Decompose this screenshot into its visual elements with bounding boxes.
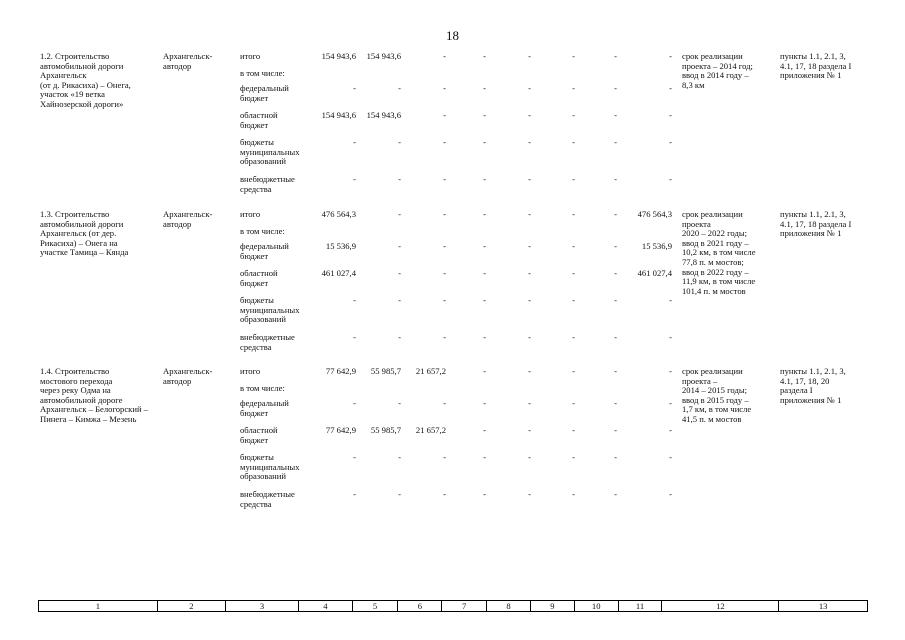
table-cell: - xyxy=(398,209,401,219)
table-cell: - xyxy=(398,83,401,93)
table-cell: 154 943,6 xyxy=(366,51,401,61)
table-cell: - xyxy=(483,295,486,305)
table-cell: - xyxy=(398,489,401,499)
table-cell: 21 657,2 xyxy=(415,366,446,376)
column-number: 1 xyxy=(39,601,158,611)
table-cell: - xyxy=(528,209,531,219)
executor: Архангельск- автодор xyxy=(163,51,213,71)
table-cell: - xyxy=(528,425,531,435)
table-cell: - xyxy=(398,295,401,305)
links-text: пункты 1.1, 2.1, 3, 4.1, 17, 18, 20 раздела I приложения № 1 xyxy=(780,366,846,405)
table-cell: - xyxy=(528,489,531,499)
table-cell: 15 536,9 xyxy=(325,241,356,251)
table-cell: - xyxy=(528,332,531,342)
table-cell: - xyxy=(614,295,617,305)
row-label: в том числе: xyxy=(240,226,285,236)
table-cell: - xyxy=(528,366,531,376)
table-cell: - xyxy=(669,174,672,184)
table-cell: - xyxy=(528,241,531,251)
links-text: пункты 1.1, 2.1, 3, 4.1, 17, 18 раздела I приложения № 1 xyxy=(780,51,852,81)
column-number: 7 xyxy=(442,601,487,611)
table-cell: - xyxy=(572,489,575,499)
column-number: 11 xyxy=(619,601,663,611)
table-cell: - xyxy=(443,398,446,408)
table-cell: - xyxy=(614,137,617,147)
table-cell: - xyxy=(572,174,575,184)
table-cell: - xyxy=(614,83,617,93)
column-number: 9 xyxy=(531,601,575,611)
table-cell: - xyxy=(528,452,531,462)
table-cell: - xyxy=(528,174,531,184)
table-cell: - xyxy=(443,268,446,278)
column-number: 8 xyxy=(487,601,531,611)
row-label: итого xyxy=(240,51,261,61)
table-cell: - xyxy=(483,110,486,120)
table-cell: - xyxy=(572,452,575,462)
table-cell: - xyxy=(669,489,672,499)
row-label: в том числе: xyxy=(240,383,285,393)
table-cell: - xyxy=(572,137,575,147)
row-label: федеральный бюджет xyxy=(240,241,289,261)
table-cell: - xyxy=(614,241,617,251)
column-number: 4 xyxy=(299,601,353,611)
table-cell: - xyxy=(353,295,356,305)
table-cell: 476 564,3 xyxy=(321,209,356,219)
table-cell: - xyxy=(398,332,401,342)
table-cell: - xyxy=(483,137,486,147)
table-cell: - xyxy=(572,398,575,408)
table-cell: - xyxy=(483,174,486,184)
table-cell: 77 642,9 xyxy=(325,366,356,376)
table-cell: - xyxy=(572,332,575,342)
table-cell: - xyxy=(572,110,575,120)
table-cell: - xyxy=(614,425,617,435)
page-number: 18 xyxy=(446,28,459,43)
table-cell: - xyxy=(398,174,401,184)
column-numbers-row xyxy=(38,600,868,612)
table-cell: - xyxy=(483,83,486,93)
table-cell: 154 943,6 xyxy=(366,110,401,120)
table-cell: - xyxy=(528,295,531,305)
result-text: срок реализации проекта – 2014 год; ввод в 2014 году – 8,3 км xyxy=(682,51,753,90)
table-cell: 461 027,4 xyxy=(637,268,672,278)
table-cell: - xyxy=(443,295,446,305)
table-cell: - xyxy=(572,241,575,251)
table-cell: - xyxy=(572,268,575,278)
table-cell: - xyxy=(572,366,575,376)
table-cell: - xyxy=(353,174,356,184)
table-cell: - xyxy=(669,366,672,376)
table-cell: - xyxy=(483,452,486,462)
table-cell: - xyxy=(398,268,401,278)
table-cell: - xyxy=(443,110,446,120)
table-cell: - xyxy=(669,452,672,462)
table-cell: - xyxy=(443,209,446,219)
table-cell: - xyxy=(572,209,575,219)
table-cell: - xyxy=(353,83,356,93)
table-cell: - xyxy=(614,398,617,408)
table-cell: - xyxy=(614,452,617,462)
row-label: федеральный бюджет xyxy=(240,83,289,103)
table-cell: - xyxy=(483,268,486,278)
column-number: 13 xyxy=(818,601,828,611)
table-cell: - xyxy=(398,241,401,251)
section-title: 1.3. Строительство автомобильной дороги Архангельск (от дер. Рикасиха) – Онега на участке Тамица – Кянда xyxy=(40,209,129,258)
table-cell: - xyxy=(614,268,617,278)
table-cell: - xyxy=(528,268,531,278)
row-label: итого xyxy=(240,366,261,376)
row-label: в том числе: xyxy=(240,68,285,78)
table-cell: - xyxy=(528,137,531,147)
result-text: срок реализации проекта – 2014 – 2015 годы; ввод в 2015 году – 1,7 км, в том числе 41,5 п. м мостов xyxy=(682,366,752,424)
table-cell: - xyxy=(614,174,617,184)
table-cell: - xyxy=(614,209,617,219)
row-label: бюджеты муниципальных образований xyxy=(240,295,300,325)
table-cell: - xyxy=(614,489,617,499)
column-number: 12 xyxy=(662,601,779,611)
row-label: бюджеты муниципальных образований xyxy=(240,452,300,482)
row-label: внебюджетные средства xyxy=(240,332,295,352)
table-cell: - xyxy=(483,489,486,499)
table-cell: - xyxy=(669,51,672,61)
table-cell: - xyxy=(614,332,617,342)
table-cell: 476 564,3 xyxy=(637,209,672,219)
table-cell: - xyxy=(483,209,486,219)
executor: Архангельск- автодор xyxy=(163,366,213,386)
table-cell: - xyxy=(483,332,486,342)
column-number: 5 xyxy=(353,601,399,611)
table-cell: - xyxy=(669,398,672,408)
table-cell: - xyxy=(669,425,672,435)
table-cell: 154 943,6 xyxy=(321,110,356,120)
table-cell: - xyxy=(443,489,446,499)
table-cell: - xyxy=(669,137,672,147)
row-label: итого xyxy=(240,209,261,219)
table-cell: - xyxy=(443,452,446,462)
table-cell: 21 657,2 xyxy=(415,425,446,435)
row-label: областной бюджет xyxy=(240,268,278,288)
table-cell: - xyxy=(398,398,401,408)
table-cell: - xyxy=(398,452,401,462)
table-cell: 55 985,7 xyxy=(370,425,401,435)
table-cell: - xyxy=(443,83,446,93)
table-cell: - xyxy=(669,332,672,342)
links-text: пункты 1.1, 2.1, 3, 4.1, 17, 18 раздела I приложения № 1 xyxy=(780,209,852,239)
table-cell: - xyxy=(443,174,446,184)
column-number: 2 xyxy=(158,601,226,611)
table-cell: 461 027,4 xyxy=(321,268,356,278)
table-cell: - xyxy=(443,332,446,342)
table-cell: - xyxy=(353,489,356,499)
table-cell: - xyxy=(528,110,531,120)
table-cell: - xyxy=(443,51,446,61)
table-cell: - xyxy=(483,51,486,61)
table-cell: 77 642,9 xyxy=(325,425,356,435)
table-cell: - xyxy=(353,332,356,342)
table-cell: - xyxy=(572,83,575,93)
table-cell: - xyxy=(528,51,531,61)
table-cell: - xyxy=(483,398,486,408)
row-label: областной бюджет xyxy=(240,110,278,130)
row-label: областной бюджет xyxy=(240,425,278,445)
table-cell: - xyxy=(483,425,486,435)
table-cell: - xyxy=(528,83,531,93)
executor: Архангельск- автодор xyxy=(163,209,213,229)
table-cell: - xyxy=(353,137,356,147)
table-cell: - xyxy=(614,110,617,120)
table-cell: - xyxy=(353,398,356,408)
row-label: бюджеты муниципальных образований xyxy=(240,137,300,167)
column-number: 10 xyxy=(575,601,619,611)
table-cell: - xyxy=(572,51,575,61)
table-cell: - xyxy=(483,241,486,251)
table-cell: 55 985,7 xyxy=(370,366,401,376)
table-cell: - xyxy=(443,137,446,147)
result-text: срок реализации проекта 2020 – 2022 годы; ввод в 2021 году – 10,2 км, в том числе 77,8 п. м мостов; ввод в 2022 году – 11,9 км, в том числе 101,4 п. м мостов xyxy=(682,209,756,296)
table-cell: - xyxy=(669,295,672,305)
column-number: 6 xyxy=(398,601,442,611)
table-cell: - xyxy=(353,452,356,462)
table-cell: 15 536,9 xyxy=(641,241,672,251)
table-cell: - xyxy=(443,241,446,251)
table-cell: - xyxy=(398,137,401,147)
section-title: 1.2. Строительство автомобильной дороги Архангельск (от д. Рикасиха) – Онега, участок «19 ветка Хайнозерской дороги» xyxy=(40,51,131,109)
table-cell: - xyxy=(614,366,617,376)
table-cell: - xyxy=(572,295,575,305)
row-label: внебюджетные средства xyxy=(240,489,295,509)
table-cell: - xyxy=(669,110,672,120)
column-number: 3 xyxy=(226,601,299,611)
table-cell: - xyxy=(483,366,486,376)
table-cell: - xyxy=(614,51,617,61)
row-label: федеральный бюджет xyxy=(240,398,289,418)
table-cell: - xyxy=(572,425,575,435)
table-cell: - xyxy=(669,83,672,93)
table-cell: - xyxy=(528,398,531,408)
row-label: внебюджетные средства xyxy=(240,174,295,194)
section-title: 1.4. Строительство мостового перехода через реку Одма на автомобильной дороге Архангельск – Белогорский – Пинега – Кимжа – Мезень xyxy=(40,366,148,424)
table-cell: 154 943,6 xyxy=(321,51,356,61)
